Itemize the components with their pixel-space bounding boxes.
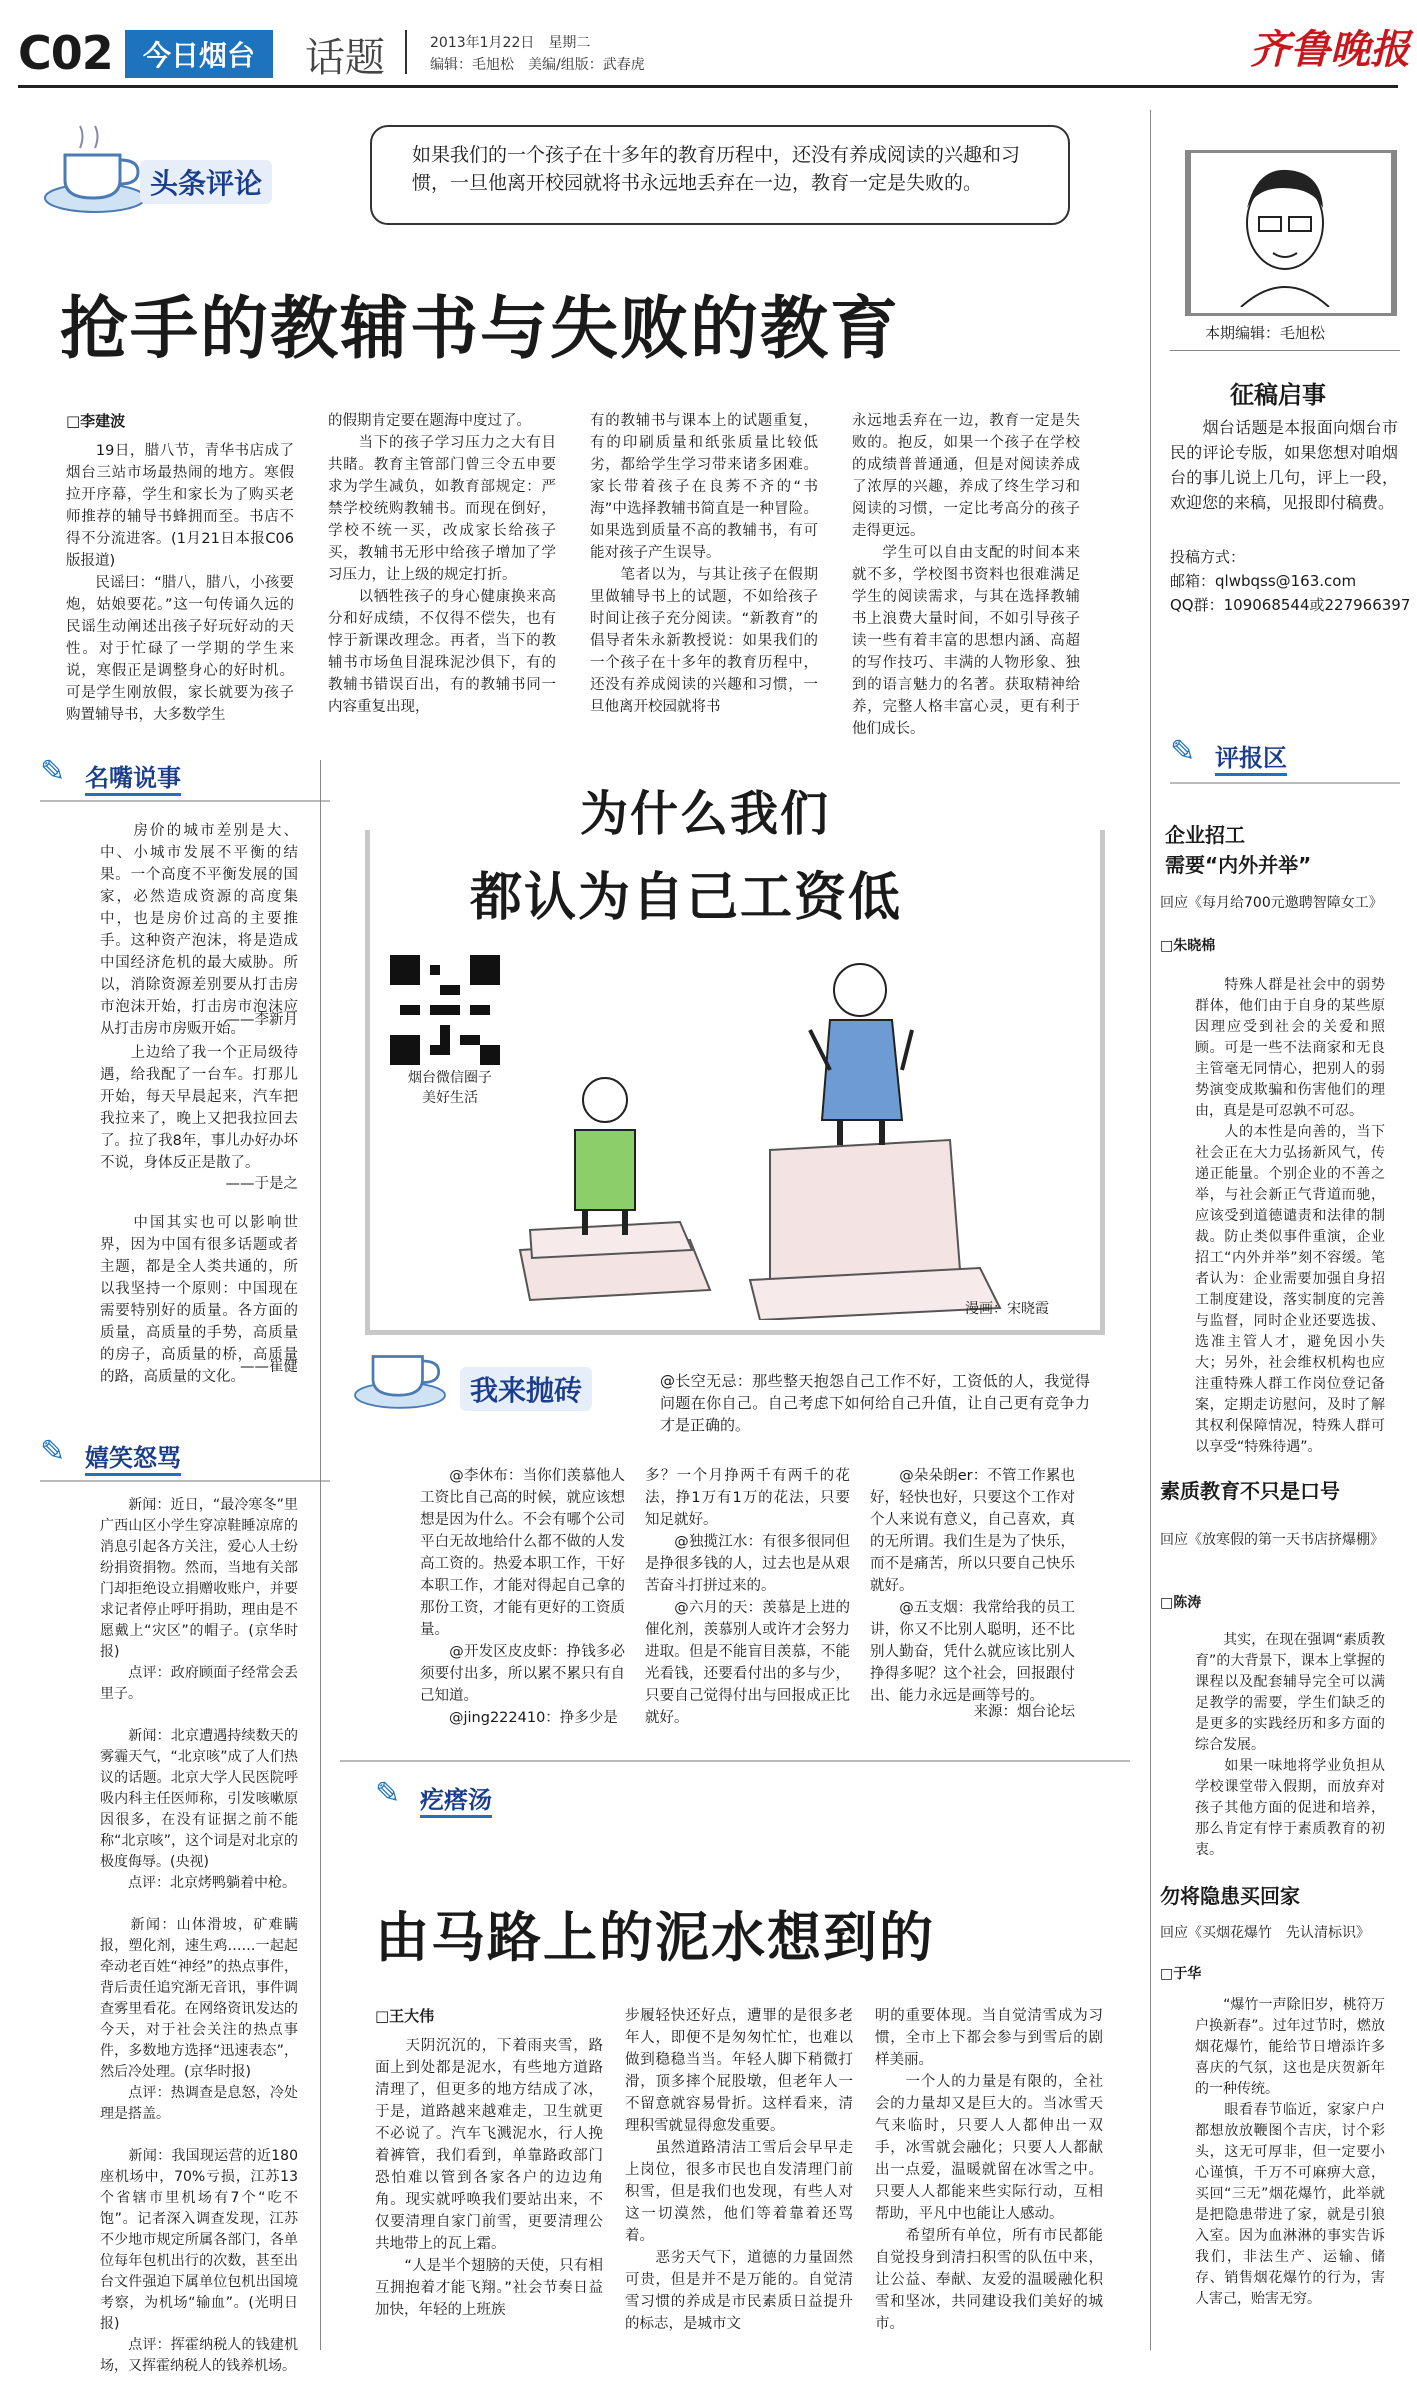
editor-caption: 本期编辑：毛旭松 [1205, 324, 1326, 342]
editor-top-rule [1170, 350, 1400, 351]
cartoon-headline-2: 都认为自己工资低 [470, 868, 903, 928]
article2-ref: 回应《放寒假的第一天书店挤爆棚》 [1160, 1532, 1384, 1548]
right-column-rule [1150, 110, 1151, 2350]
pinglun-badge: 评报区 [1215, 738, 1287, 776]
article1-byline: □朱晓棉 [1160, 938, 1216, 954]
left-column-rule [320, 760, 321, 2350]
pen-icon: ✎ [375, 1776, 401, 1811]
contact-qq: QQ群：109068544或227966397 [1170, 596, 1411, 614]
paozhuan-badge: 我来抛砖 [460, 1367, 592, 1411]
contact-label: 投稿方式： [1170, 548, 1246, 566]
cartoon-illustration [500, 920, 1060, 1320]
bottom-col-1: 天阴沉沉的，下着雨夹雪，路面上到处都是泥水，有些地方道路清理了，但更多的地方结成了冰，于是，道路越来越难走，卫生就更不必说了。汽车飞溅泥水，行人挽着裤管，我们看到，单靠路政部门恐怕难以管到各家各户的边边角角。现实就呼唤我们要站出来，不仅要清理自家门前雪，更要清理公共地带上的瓦上霜。 “人是半个翅膀的天使，只有相互拥抱着才能飞翔。”社会节奏日益加快，年轻的上班族 [375, 2038, 603, 2318]
mingzui-item-2: 上边给了我一个正局级待遇，给我配了一台车。打那儿开始，每天早晨起来，汽车把我拉来了，晚上又把我拉回去了。拉了我8年，事儿办好办坏不说，身体反正是散了。 [100, 1045, 298, 1171]
paozhuan-intro: @长空无忌：那些整天抱怨自己工作不好，工资低的人，我觉得问题在你自己。自己考虑下如何给自己升值，让自己更有竞争力才是正确的。 [660, 1372, 1090, 1434]
bottom-headline: 由马路上的泥水想到的 [375, 1906, 935, 1969]
header-divider [405, 30, 407, 74]
xixiao-text: 新闻：近日，“最冷寒冬”里广西山区小学生穿凉鞋睡凉席的消息引起各方关注，爱心人士纷纷捐资捐物。然而，当地有关部门却拒绝设立捐赠收账户，并要求记者停止呼吁捐助，理由是不愿戴上“灾区”的帽子。(京华时报) 点评：政府顾面子经常会丢里子。 新闻：北京遭遇持续数天的雾霾天气，“北京咳”成了人们热议的话题。北京大学人民医院呼吸内科主任医师称，引发咳嗽原因很多，在没有证据之前不能称“北京咳”，这个词是对北京的极度侮辱。(央视) 点评：北京烤鸭躺着中枪。 新闻：山体滑坡，矿难瞒报，塑化剂，速生鸡……一起起牵动老百姓“神经”的热点事件，背后责任追究渐无音讯，事件调查雾里看花。在网络资讯发达的今天，对于社会关注的热点事件，多数地方选择“迅速表态”，然后冷处理。(京华时报) 点评：热调查是息怒，冷处理是搭盖。 新闻：我国现运营的近180座机场中，70%亏损，江苏13个省辖市里机场有7个“吃不饱”。记者深入调查发现，江苏不少地市规定所属各部门，各单位每年包机出行的次数，甚至出台文件强迫下属单位包机出国境考察，为机场“输血”。(光明日报) 点评：挥霍纳税人的钱建机场，又挥霍纳税人的钱养机场。 [100, 1497, 298, 2374]
header-rule [18, 85, 1398, 88]
pinglun-rule [1170, 782, 1400, 784]
pinglun-badge-block [1170, 730, 1390, 780]
lead-col-3: 有的教辅书与课本上的试题重复，有的印刷质量和纸张质量比较低劣，都给学生学习带来诸多困难。家长带着孩子在良莠不齐的“书海”中选择教辅书简直是一种冒险。如果选到质量不高的教辅书，有可能对孩子产生误导。 笔者以为，与其让孩子在假期里做辅导书上的试题，不如给孩子时间让孩子充分阅读。“新教育”的倡导者朱永新教授说：如果我们的一个孩子在十多年的教育历程中，还没有养成阅读的兴趣和习惯，一旦他离开校园就将书 [590, 413, 818, 715]
mingzui-sig-3: ——崔健 [240, 1359, 298, 1375]
pen-icon: ✎ [40, 754, 66, 789]
article3-title: 勿将隐患买回家 [1160, 1884, 1300, 1908]
bottom-col-3: 明的重要体现。当自觉清雪成为习惯，全市上下都会参与到雪后的剧样美丽。 一个人的力量是有限的，全社会的力量却又是巨大的。当冰雪天气来临时，只要人人都伸出一双手，冰雪就会融化；只要人人都献出一点爱，温暖就留在冰雪之中。只要人人都能来些实际行动，互相帮助，平凡中也能让人感动。 希望所有单位，所有市民都能自觉投身到清扫积雪的队伍中来，让公益、奉献、友爱的温暖融化积雪和坚冰，共同建设我们美好的城市。 [875, 2008, 1103, 2332]
editor-avatar-icon [1191, 153, 1379, 307]
date-line: 2013年1月22日 星期二 [430, 35, 591, 51]
lead-headline: 抢手的教辅书与失败的教育 [60, 290, 901, 369]
qr-code-icon [390, 955, 500, 1065]
qr-caption-line-1: 烟台微信圈子 [408, 1070, 492, 1086]
xixiao-badge: 嬉笑怒骂 [85, 1438, 181, 1476]
cartoon-headline-1: 为什么我们 [580, 786, 831, 842]
qr-caption-line-2: 美好生活 [422, 1090, 478, 1106]
page-number: C02 [18, 26, 113, 80]
qr-caption [390, 1068, 510, 1108]
lead-badge-block [40, 120, 320, 230]
xixiao-badge-block [40, 1430, 240, 1480]
article3-body: “爆竹一声除旧岁，桃符万户换新春”。过年过节时，燃放烟花爆竹，能给节日增添许多喜庆的气氛，这也是庆贺新年的一种传统。 眼看春节临近，家家户户都想放放鞭图个吉庆，讨个彩头，这无可厚非，但一定要小心谨慎，千万不可麻痹大意，买回“三无”烟花爆竹，此举就是把隐患带进了家，就是引狼入室。因为血淋淋的事实告诉我们，非法生产、运输、储存、销售烟花爆竹的行为，害人害己，贻害无穷。 [1195, 1997, 1385, 2307]
mingzui-sig-2: ——于是之 [225, 1176, 298, 1192]
contact-email: 邮箱：qlwbqss@163.com [1170, 572, 1357, 590]
editor-line: 编辑：毛旭松 美编/组版：武春虎 [430, 57, 645, 73]
mingzui-item-3: 中国其实也可以影响世界，因为中国有很多话题或者主题，都是全人类共通的，所以我坚持一个原则：中国现在需要特别好的质量。各方面的质量，高质量的手势，高质量的房子，高质量的桥，高质量的路，高质量的文化。 [100, 1215, 298, 1385]
lead-col-1: 19日，腊八节，青华书店成了烟台三站市场最热闹的地方。寒假拉开序幕，学生和家长为了购买老师推荐的辅导书蜂拥而至。书店不得不分流进客。(1月21日本报C06版报道) 民谣曰：“腊八，腊八，小孩要炮，姑娘要花。”这一句传诵久远的民谣生动阐述出孩子好玩好动的天性。对于忙碌了一学期的学生来说，寒假正是调整身心的好时机。可是学生刚放假，家长就要为孩子购置辅导书，大多数学生 [66, 443, 294, 723]
cartoon-credit: 漫画：宋晓霞 [965, 1301, 1049, 1317]
coffee-cup-icon [350, 1325, 450, 1415]
article1-title-line-1: 企业招工 [1165, 823, 1245, 847]
bottom-col-2: 步履轻快还好点，遭罪的是很多老年人，即便不是匆匆忙忙，也难以做到稳稳当当。年轻人脚下稍微打滑，顶多摔个屁股墩，但老年人一不留意就容易骨折。这样看来，清理积雪就显得愈发重要。 虽然道路清洁工雪后会早早走上岗位，很多市民也自发清理门前积雪，但是我们也发现，有些人对这一切漠然，他们等着靠着还骂着。 恶劣天气下，道德的力量固然可贵，但是并不是万能的。自觉清雪习惯的养成是市民素质日益提升的标志，是城市文 [625, 2008, 853, 2332]
pull-quote: 如果我们的一个孩子在十多年的教育历程中，还没有养成阅读的兴趣和习惯，一旦他离开校园就将书永远地丢弃在一边，教育一定是失败的。 [370, 125, 1070, 225]
paozhuan-col-1: @李休布：当你们羡慕他人工资比自己高的时候，就应该想想是因为什么。不会有哪个公司平白无故地给什么都不做的人发高工资的。热爱本职工作，干好本职工作，才能对得起自己拿的那份工资，才能有更好的工资质量。 @开发区皮皮虾：挣钱多必须要付出多，所以累不累只有自己知道。 @jing222410：挣多少是 [420, 1468, 625, 1726]
editor-portrait [1185, 150, 1397, 316]
header-meta [430, 32, 645, 76]
paozhuan-source: 来源：烟台论坛 [973, 1704, 1075, 1720]
mingzui-badge: 名嘴说事 [85, 758, 181, 796]
section-label: 今日烟台 [125, 30, 273, 78]
pen-icon: ✎ [40, 1434, 66, 1469]
coffee-cup-icon [40, 120, 150, 220]
bottom-top-rule [340, 1760, 1130, 1762]
mingzui-badge-block [40, 750, 240, 800]
call-for-papers-title: 征稿启事 [1230, 381, 1326, 409]
pen-icon: ✎ [1170, 734, 1196, 769]
qr-code [390, 955, 500, 1065]
paozhuan-col-2: 多？一个月挣两千有两千的花法，挣1万有1万的花法，只要知足就好。 @独揽江水：有很多很同但是挣很多钱的人，过去也是从艰苦奋斗打拼过来的。 @六月的天：羡慕是上进的催化剂，羡慕别人或许才会努力进取。但是不能盲目羡慕，不能光看钱，还要看付出的多与少，只要自己觉得付出与回报成正比就好。 [645, 1468, 850, 1726]
article1-ref: 回应《每月给700元邀聘智障女工》 [1160, 895, 1383, 911]
lead-col-4: 永远地丢弃在一边，教育一定是失败的。抱反，如果一个孩子在学校的成绩普普通通，但是对阅读养成了浓厚的兴趣，养成了终生学习和阅读的习惯，一定比考高分的孩子走得更远。 学生可以自由支配的时间本来就不多，学校图书资料也很难满足学生的阅读需求，与其在选择教辅书上浪费大量时间，不如引导孩子读一些有着丰富的思想内涵、高超的写作技巧、丰满的人物形象、独到的语言魅力的名著。获取精神给养，完整人格丰富心灵，更有利于他们成长。 [852, 413, 1080, 737]
article1-body: 特殊人群是社会中的弱势群体，他们由于自身的某些原因理应受到社会的关爱和照顾。可是一些不法商家和无良主管毫无同情心，把别人的弱势演变成欺骗和伤害他们的理由，真是是可忍孰不可忍。 人的本性是向善的，当下社会正在大力弘扬新风气，传递正能量。个别企业的不善之举，与社会新正气背道而驰，应该受到道德谴责和法律的制裁。防止类似事件重演，企业招工“内外并举”刻不容缓。笔者认为：企业需要加强自身招工制度建设，落实制度的完善与监督，同时企业还要选拔、选准主管人才，避免因小失大；另外，社会维权机构也应注重特殊人群工作岗位登记备案，定期走访慰问，及时了解其权利保障情况，特殊人群可以享受“特殊待遇”。 [1195, 977, 1385, 1455]
gedatang-badge: 疙瘩汤 [420, 1780, 492, 1818]
article1-title [1165, 820, 1311, 880]
mingzui-item-1: 房价的城市差别是大、中、小城市发展不平衡的结果。一个高度不平衡发展的国家，必然造成资源的高度集中，也是房价过高的主要推手。这种资产泡沫，将是造成中国经济危机的最大威胁。所以，消除资源差别要从打击房市泡沫开始，打击房市泡沫应从打击房市房贩开始。 [100, 823, 298, 1037]
article2-title: 素质教育不只是口号 [1160, 1479, 1340, 1503]
paozhuan-badge-block [350, 1325, 670, 1425]
contact-block [1170, 545, 1410, 617]
xixiao-rule [40, 1480, 330, 1482]
lead-badge: 头条评论 [140, 160, 272, 204]
call-for-papers-body: 烟台话题是本报面向烟台市民的评论专版，如果您想对咱烟台的事儿说上几句，评上一段，欢迎您的来稿，见报即付稿费。 [1170, 418, 1398, 512]
article2-body: 其实，在现在强调“素质教育”的大背景下，课本上掌握的课程以及配套辅导完全可以满足教学的需要，学生们缺乏的是更多的实践经历和多方面的综合发展。 如果一味地将学业负担从学校课堂带入假期，而放弃对孩子其他方面的促进和培养，那么肯定有悖于素质教育的初衷。 [1195, 1632, 1385, 1858]
mingzui-rule [40, 800, 330, 802]
article3-ref: 回应《买烟花爆竹 先认清标识》 [1160, 1925, 1370, 1941]
lead-col-2: 的假期肯定要在题海中度过了。 当下的孩子学习压力之大有目共睹。教育主管部门曾三令五申要求为学生减负，如教育部规定：严禁学校统购教辅书。而现在倒好，学校不统一买，改成家长给孩子买，教辅书无形中给孩子增加了学习压力，让上级的规定打折。 以牺牲孩子的身心健康换来高分和好成绩，不仅得不偿失，也有悖于新课改理念。再者，当下的教辅书市场鱼目混珠泥沙俱下，有的教辅书错误百出，有的教辅书同一内容重复出现， [328, 413, 556, 715]
article1-title-line-2: 需要“内外并举” [1165, 853, 1312, 877]
mingzui-sig-1: ——李新月 [225, 1012, 298, 1028]
newspaper-logo: 齐鲁晚报 [1250, 26, 1410, 73]
topic-label: 话题 [305, 35, 385, 81]
article2-byline: □陈涛 [1160, 1595, 1202, 1611]
bottom-byline: □王大伟 [375, 2007, 435, 2025]
gedatang-badge-block [375, 1772, 575, 1822]
article3-byline: □于华 [1160, 1966, 1202, 1982]
lead-byline: □李建波 [66, 412, 126, 430]
paozhuan-col-3: @朵朵朗er：不管工作累也好，轻快也好，只要这个工作对个人来说有意义，自己喜欢，真的无所谓。我们生是为了快乐，而不是痛苦，所以只要自己快乐就好。 @五支烟：我常给我的员工讲，你又不比别人聪明，还不比别人勤奋，凭什么就应该比别人挣得多呢？这个社会，回报跟付出、能力永远是画等号的。 [870, 1468, 1075, 1704]
